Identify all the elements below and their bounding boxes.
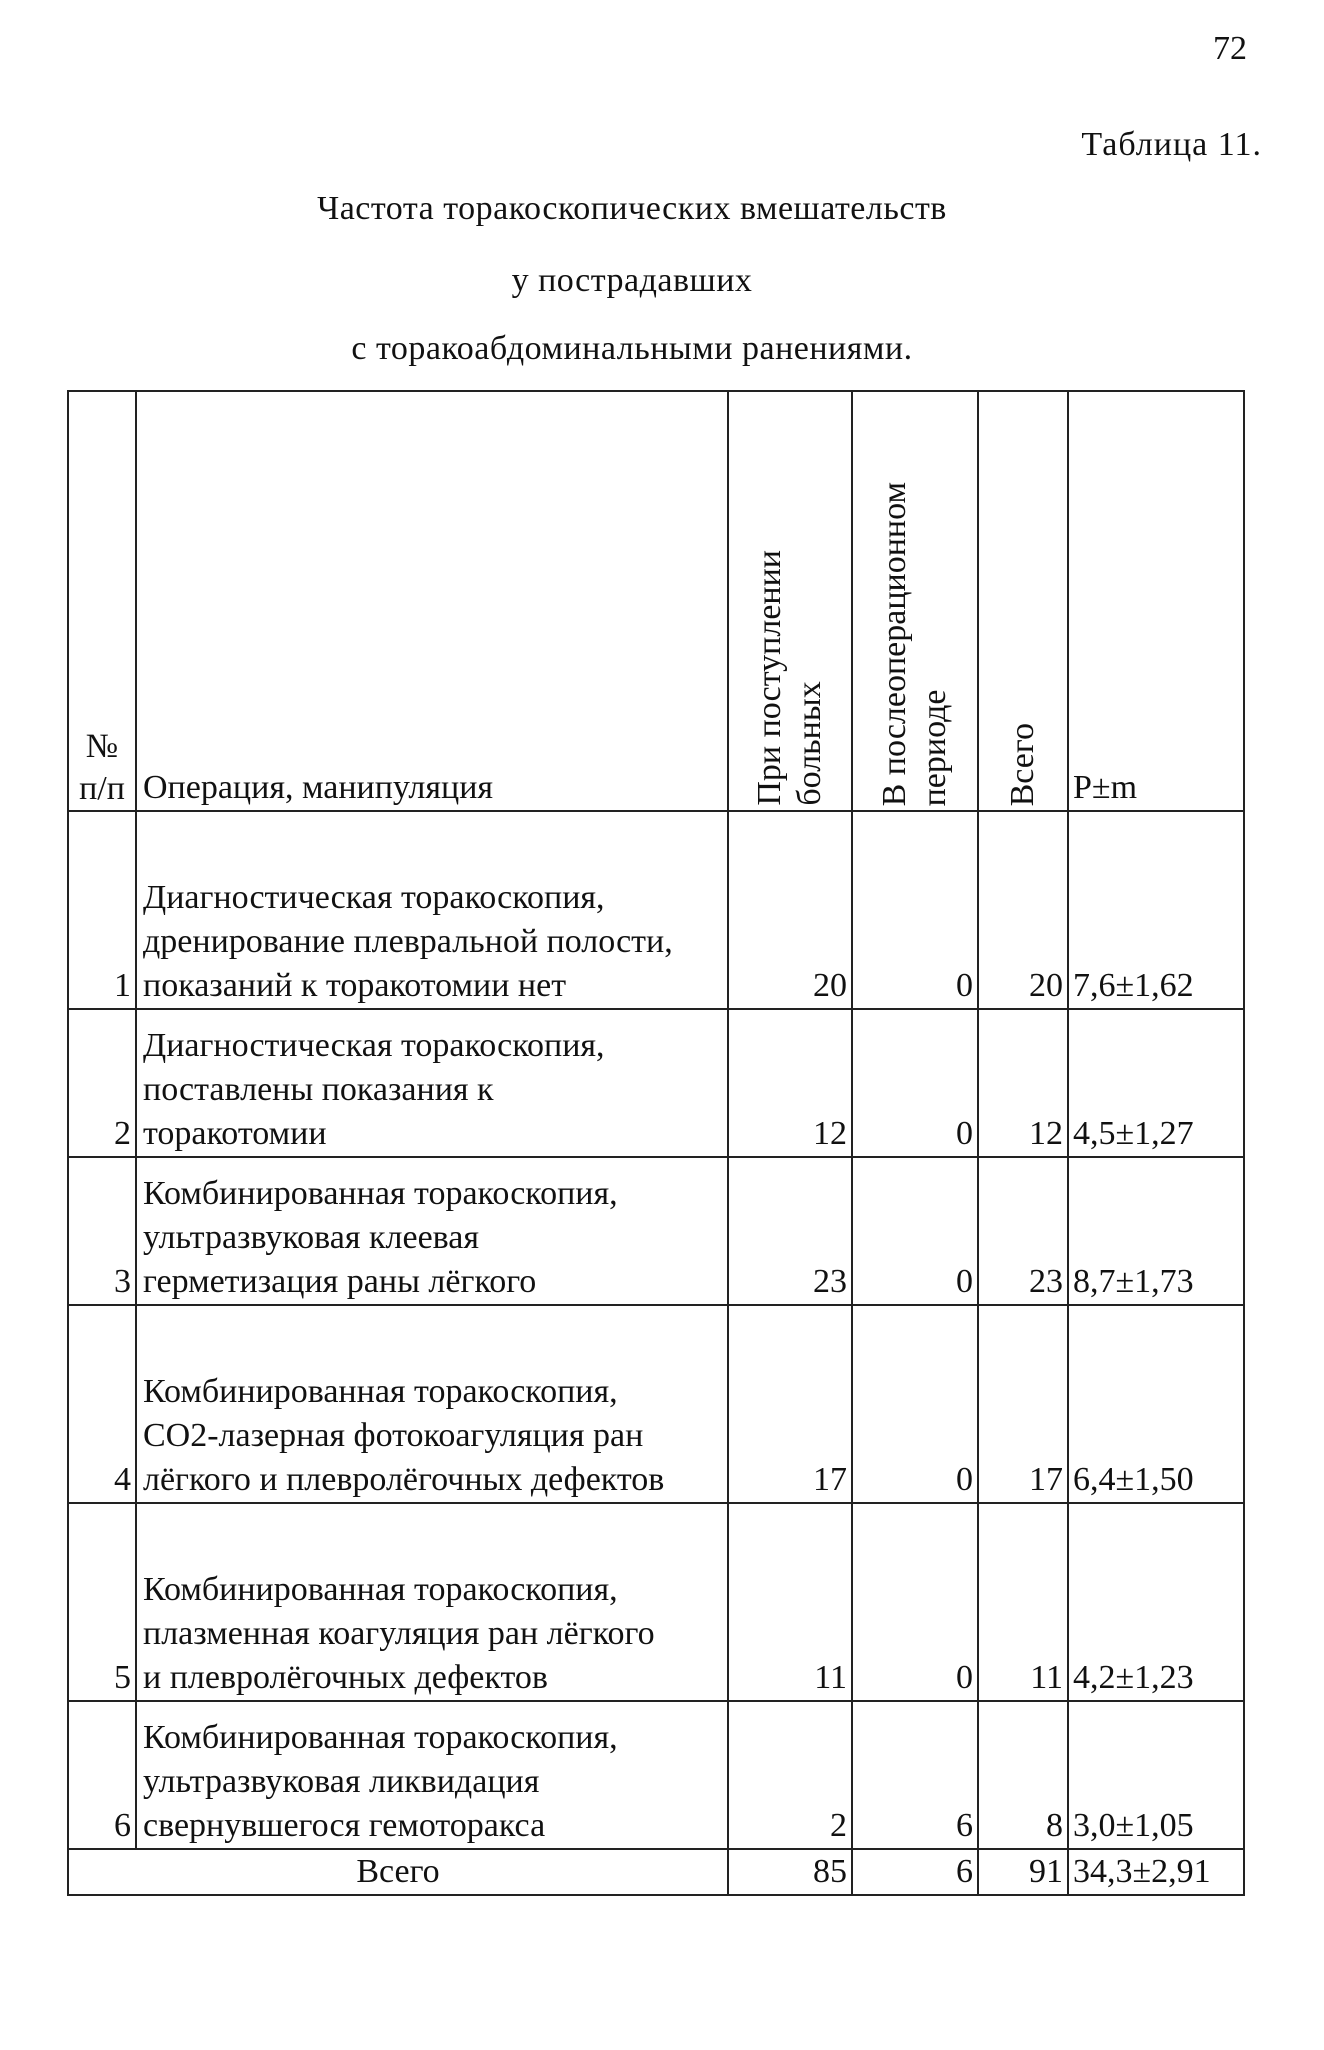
table-row	[68, 1305, 1244, 1503]
header-row	[68, 391, 1244, 811]
row-operation: Комбинированная торакоскопия, СО2-лазерная фотокоагуляция ран лёгкого и плевролёгочных дефектов	[136, 1305, 728, 1503]
header-postoperative-cell	[852, 391, 978, 811]
row-operation: Диагностическая торакоскопия, дренирование плевральной полости, показаний к торакотомии нет	[136, 811, 728, 1009]
row-pm: 8,7±1,73	[1068, 1157, 1244, 1305]
row-total: 17	[978, 1305, 1068, 1503]
table-row	[68, 1503, 1244, 1701]
row-pm: 3,0±1,05	[1068, 1701, 1244, 1849]
row-pm: 4,2±1,23	[1068, 1503, 1244, 1701]
row-total: 12	[978, 1009, 1068, 1157]
row-operation: Комбинированная торакоскопия, ультразвуковая ликвидация свернувшегося гемоторакса	[136, 1701, 728, 1849]
row-num: 5	[68, 1503, 136, 1701]
row-pm: 7,6±1,62	[1068, 811, 1244, 1009]
header-pm: P±m	[1068, 391, 1244, 811]
row-postoperative: 0	[852, 1503, 978, 1701]
header-on-admission: При поступлении больных	[751, 550, 828, 806]
row-operation: Комбинированная торакоскопия, ультразвуковая клеевая герметизация раны лёгкого	[136, 1157, 728, 1305]
total-total: 91	[978, 1849, 1068, 1895]
row-postoperative: 0	[852, 1009, 978, 1157]
row-on-admission: 11	[728, 1503, 852, 1701]
total-label: Всего	[68, 1849, 728, 1895]
row-postoperative: 0	[852, 1305, 978, 1503]
row-postoperative: 0	[852, 1157, 978, 1305]
header-num: № п/п	[68, 391, 136, 811]
thoracoscopy-frequency-table	[67, 390, 1245, 1896]
row-on-admission: 2	[728, 1701, 852, 1849]
total-pm: 34,3±2,91	[1068, 1849, 1244, 1895]
table-row	[68, 811, 1244, 1009]
header-total: Всего	[1004, 722, 1041, 806]
total-on-admission: 85	[728, 1849, 852, 1895]
row-pm: 6,4±1,50	[1068, 1305, 1244, 1503]
row-num: 6	[68, 1701, 136, 1849]
page-number: 72	[1213, 30, 1247, 67]
header-on-admission-cell	[728, 391, 852, 811]
table-row	[68, 1009, 1244, 1157]
row-num: 3	[68, 1157, 136, 1305]
header-postoperative: В послеоперационном периоде	[876, 481, 953, 806]
row-num: 1	[68, 811, 136, 1009]
table-title-line-3: с торакоабдоминальными ранениями.	[351, 330, 913, 367]
row-num: 4	[68, 1305, 136, 1503]
table-row	[68, 1701, 1244, 1849]
total-row	[68, 1849, 1244, 1895]
table-row	[68, 1157, 1244, 1305]
row-on-admission: 12	[728, 1009, 852, 1157]
row-pm: 4,5±1,27	[1068, 1009, 1244, 1157]
row-num: 2	[68, 1009, 136, 1157]
row-on-admission: 23	[728, 1157, 852, 1305]
row-on-admission: 20	[728, 811, 852, 1009]
row-total: 11	[978, 1503, 1068, 1701]
row-postoperative: 0	[852, 811, 978, 1009]
row-total: 8	[978, 1701, 1068, 1849]
header-operation: Операция, манипуляция	[136, 391, 728, 811]
header-total-cell	[978, 391, 1068, 811]
total-postoperative: 6	[852, 1849, 978, 1895]
row-total: 20	[978, 811, 1068, 1009]
table-title-line-2: у пострадавших	[511, 262, 753, 299]
row-postoperative: 6	[852, 1701, 978, 1849]
row-operation: Комбинированная торакоскопия, плазменная коагуляция ран лёгкого и плевролёгочных дефектов	[136, 1503, 728, 1701]
table-label: Таблица 11.	[1081, 126, 1262, 163]
table-title-line-1: Частота торакоскопических вмешательств	[317, 190, 947, 227]
row-on-admission: 17	[728, 1305, 852, 1503]
row-operation: Диагностическая торакоскопия, поставлены показания к торакотомии	[136, 1009, 728, 1157]
row-total: 23	[978, 1157, 1068, 1305]
